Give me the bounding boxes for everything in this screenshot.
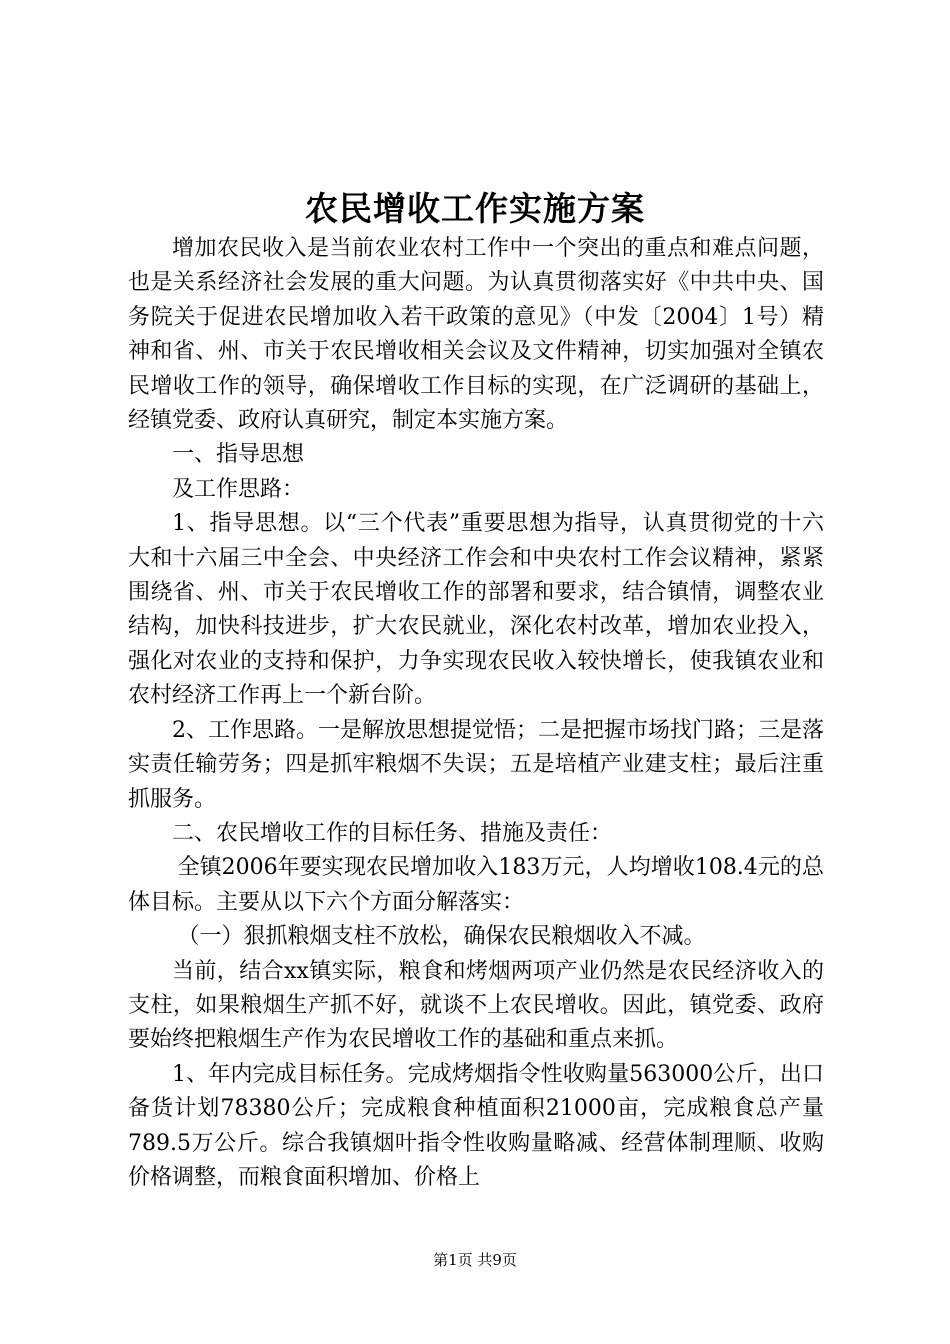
section-heading-1: 一、指导思想: [172, 442, 305, 468]
document-body: [128, 232, 824, 1195]
section-heading-2: 二、农民增收工作的目标任务、措施及责任：: [172, 820, 613, 846]
section-heading-1-cont: 及工作思路：: [172, 476, 305, 502]
paragraph-work-approach: 2、工作思路。一是解放思想提觉悟；二是把握市场找门路；三是落实责任输劳务；四是抓牢粮烟不失误；五是培植产业建支柱；最后注重抓服务。: [128, 717, 824, 812]
paragraph-overall-target: 全镇2006年要实现农民增加收入183万元，人均增收108.4元的总体目标。主要从以下六个方面分解落实：: [128, 855, 824, 915]
paragraph-grain-tobacco: 当前，结合xx镇实际，粮食和烤烟两项产业仍然是农民经济收入的支柱，如果粮烟生产抓不好，就谈不上农民增收。因此，镇党委、政府要始终把粮烟生产作为农民增收工作的基础和重点来抓。: [128, 958, 824, 1053]
paragraph-annual-targets: 1、年内完成目标任务。完成烤烟指令性收购量563000公斤，出口备货计划78380公斤；完成粮食种植面积21000亩，完成粮食总产量789.5万公斤。综合我镇烟叶指令性收购量略减、经营体制理顺、收购价格调整，而粮食面积增加、价格上: [128, 1061, 824, 1190]
document-title: 农民增收工作实施方案: [305, 189, 645, 228]
paragraph-guiding-thought: 1、指导思想。以“三个代表”重要思想为指导，认真贯彻党的十六大和十六届三中全会、中央经济工作会和中央农村工作会议精神，紧紧围绕省、州、市关于农民增收工作的部署和要求，结合镇情，调整农业结构，加快科技进步，扩大农民就业，深化农村改革，增加农业投入，强化对农业的支持和保护，力争实现农民收入较快增长，使我镇农业和农村经济工作再上一个新台阶。: [128, 511, 824, 709]
subsection-heading-1: （一）狠抓粮烟支柱不放松，确保农民粮烟收入不减。: [177, 924, 706, 950]
page-number: 第1页 共9页: [433, 1251, 517, 1269]
paragraph-intro: 增加农民收入是当前农业农村工作中一个突出的重点和难点问题，也是关系经济社会发展的重大问题。为认真贯彻落实好《中共中央、国务院关于促进农民增加收入若干政策的意见》（中发〔2004〕1号）精神和省、州、市关于农民增收相关会议及文件精神，切实加强对全镇农民增收工作的领导，确保增收工作目标的实现，在广泛调研的基础上，经镇党委、政府认真研究，制定本实施方案。: [128, 236, 824, 434]
